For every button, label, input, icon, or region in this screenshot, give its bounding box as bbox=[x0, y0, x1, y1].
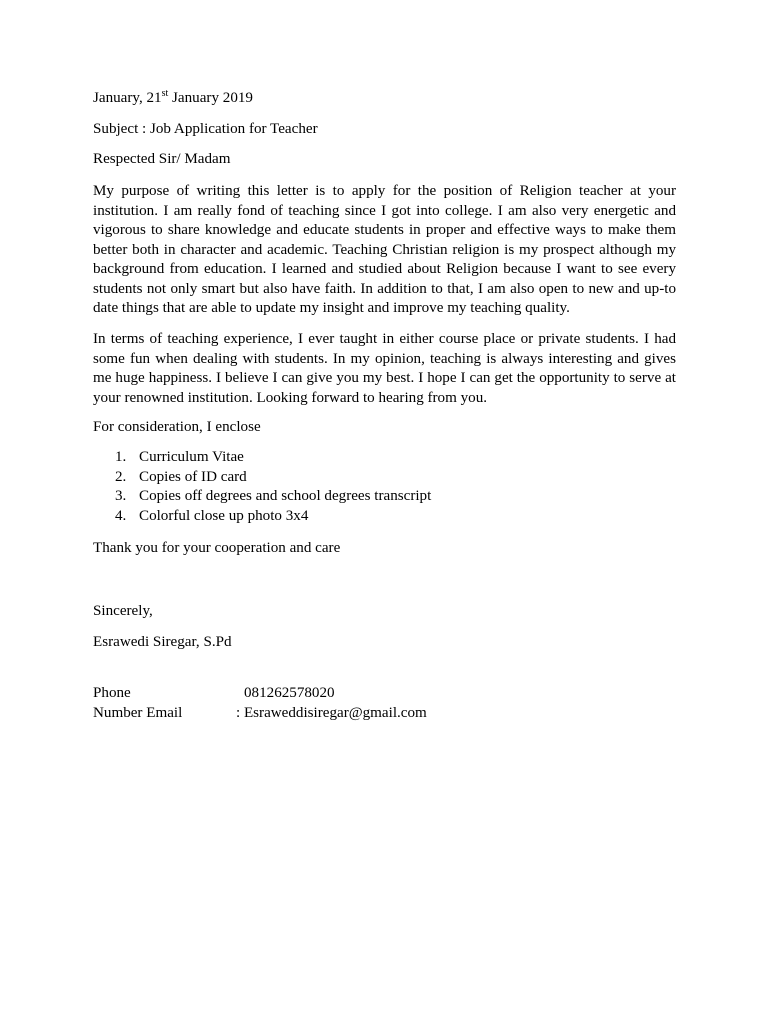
date-prefix: January, 21 bbox=[93, 90, 162, 106]
list-item-number: 2. bbox=[115, 468, 127, 485]
list-item-text: Copies of ID card bbox=[139, 468, 247, 485]
signature-name: Esrawedi Siregar, S.Pd bbox=[93, 634, 232, 650]
date-rest: January 2019 bbox=[168, 90, 253, 106]
phone-label: Phone bbox=[93, 685, 131, 701]
date-ordinal-suffix: st bbox=[161, 88, 169, 99]
list-item-number: 1. bbox=[115, 449, 127, 465]
list-item-text: Copies off degrees and school degrees transcript bbox=[139, 488, 432, 504]
letter-date bbox=[93, 89, 253, 109]
list-item-text: Curriculum Vitae bbox=[139, 449, 244, 465]
closing-line: Sincerely, bbox=[93, 603, 153, 619]
letter-subject: Subject : Job Application for Teacher bbox=[93, 121, 318, 137]
email-label: Number Email bbox=[93, 705, 183, 721]
email-value: : Esraweddisiregar@gmail.com bbox=[236, 705, 427, 721]
thanks-line: Thank you for your cooperation and care bbox=[93, 540, 341, 556]
body-paragraph-1: My purpose of writing this letter is to apply for the position of Religion teacher at your institution. I am really fond of teaching since I got into college. I am also very energetic and vigorous to share knowledge and educate students in proper and effective ways to make them better both in character and academic. Teaching Christian religion is my prospect although my background from education. I learned and studied about Religion because I want to see every students not only smart but also have faith. In addition to that, I am also open to new and up-to date things that are able to update my insight and improve my teaching quality. bbox=[93, 183, 676, 316]
list-item-text: Colorful close up photo 3x4 bbox=[139, 507, 309, 524]
phone-value: 081262578020 bbox=[244, 685, 335, 701]
list-item-number: 3. bbox=[115, 488, 127, 504]
enclosure-intro: For consideration, I enclose bbox=[93, 419, 261, 435]
list-item-number: 4. bbox=[115, 507, 127, 524]
letter-salutation: Respected Sir/ Madam bbox=[93, 151, 231, 167]
body-paragraph-2: In terms of teaching experience, I ever taught in either course place or private students. I had some fun when dealing with students. In my opinion, teaching is always interesting and gives me huge happiness. I believe I can give you my best. I hope I can get the opportunity to serve at your renowned institution. Looking forward to hearing from you. bbox=[93, 331, 676, 406]
